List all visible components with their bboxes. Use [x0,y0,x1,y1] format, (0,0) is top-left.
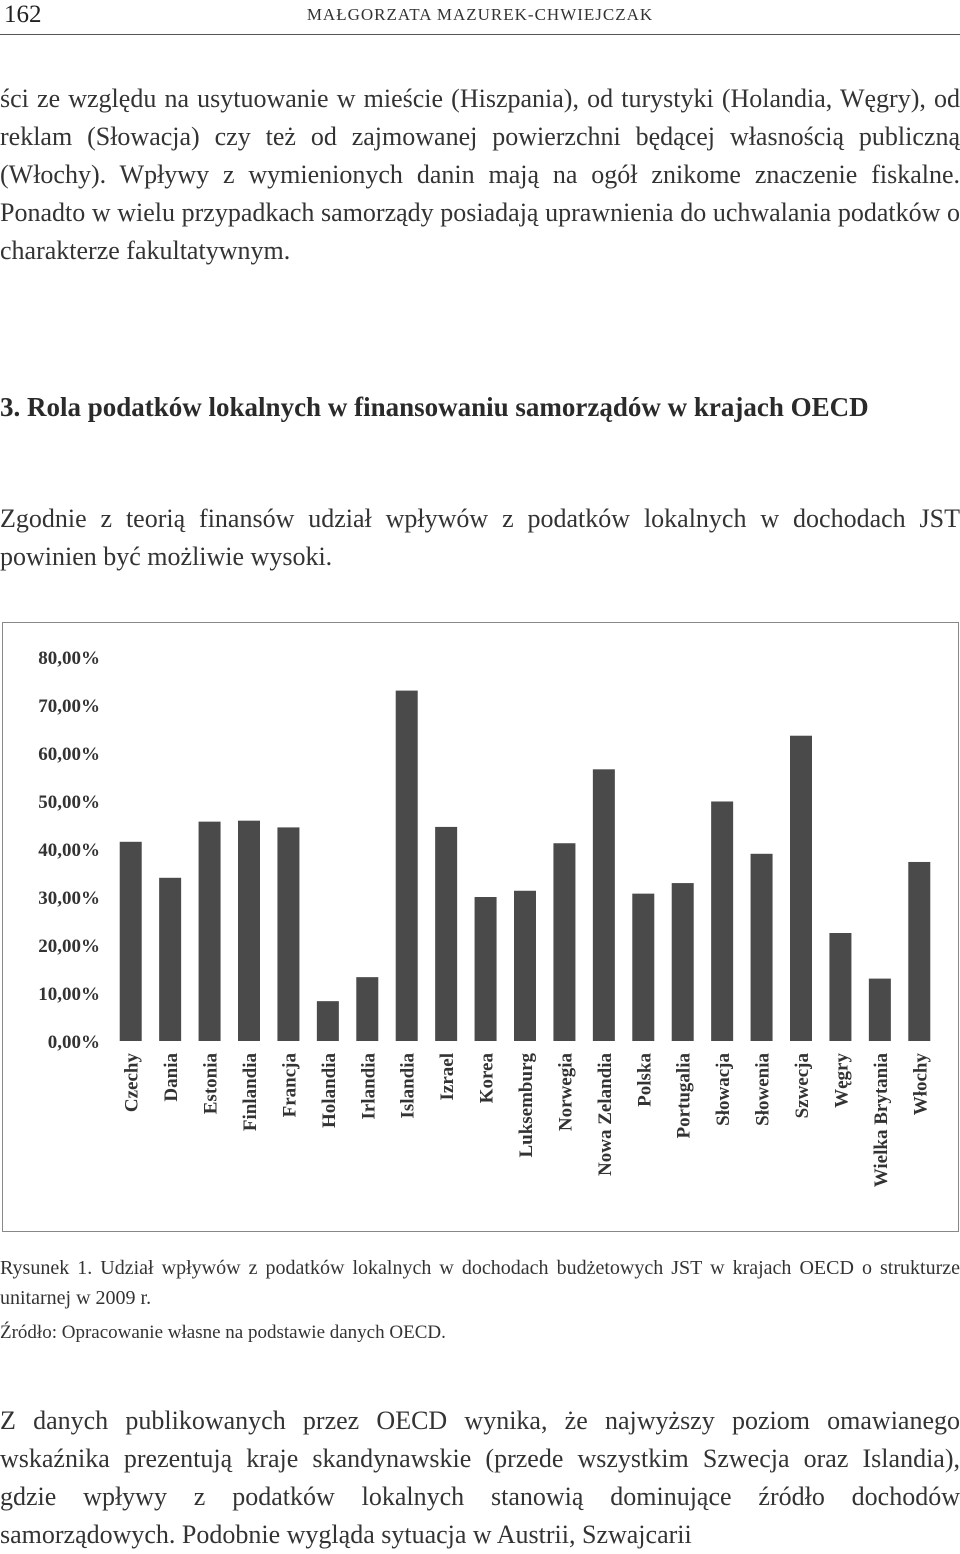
bar-izrael [435,827,457,1041]
bar-irlandia [356,977,378,1041]
x-category-label: Słowacja [713,1053,735,1126]
x-category-label: Wielka Brytania [870,1053,892,1188]
x-category-label: Dania [161,1053,183,1102]
bar-norwegia [553,843,575,1041]
x-category-label: Islandia [397,1053,419,1119]
y-tick-label: 0,00% [47,1032,100,1053]
y-tick-label: 50,00% [38,792,100,813]
y-tick-label: 10,00% [38,984,100,1005]
bar-szwecja [790,736,812,1041]
chart-svg [3,623,958,1231]
bar-czechy [120,842,142,1041]
closing-paragraph: Z danych publikowanych przez OECD wynika, że najwyższy poziom omawianego wskaźnika prezentują kraje skandynawskie (przede wszystkim Szwecja oraz Islandia), gdzie wpływy z podatków lokalnych stanowią dominujące źródło dochodów samorządowych. Podobnie wygląda sytuacja w Austrii, Szwajcarii [0,1406,960,1549]
page-header [0,0,960,35]
x-category-label: Słowenia [752,1053,774,1126]
x-category-label: Węgry [831,1053,853,1108]
bar-dania [159,878,181,1041]
x-category-label: Nowa Zelandia [594,1053,616,1176]
x-category-label: Polska [634,1053,656,1107]
x-category-label: Portugalia [673,1053,695,1139]
x-category-label: Irlandia [358,1053,380,1120]
bar-islandia [396,691,418,1041]
intro-paragraph: ści ze względu na usytuowanie w mieście (Hiszpania), od turystyki (Holandia, Węgry), od reklam (Słowacja) czy też od zajmowanej powierzchni będącej własnością publiczną (Włochy). Wpływy z wymienionych danin mają na ogół znikome znaczenie fiskalne. Ponadto w wielu przypadkach samorządy posiadają uprawnienia do uchwalania podatków o charakterze fakultatywnym. [0,84,960,265]
x-category-label: Francja [279,1053,301,1118]
x-category-label: Izrael [437,1053,459,1101]
x-category-label: Luksemburg [516,1053,537,1158]
bar-włochy [908,862,930,1041]
x-category-label: Czechy [121,1053,143,1113]
bar-luksemburg [514,891,536,1041]
bar-słowenia [751,854,773,1041]
figure-caption: Rysunek 1. Udział wpływów z podatków lokalnych w dochodach budżetowych JST w krajach OECD o strukturze unitarnej w 2009 r. [0,1257,960,1309]
x-category-label: Szwecja [792,1053,813,1119]
bar-finlandia [238,821,260,1041]
y-tick-label: 40,00% [38,840,100,861]
x-category-label: Włochy [910,1053,932,1116]
y-tick-label: 20,00% [38,936,100,957]
y-tick-label: 80,00% [38,648,100,669]
y-tick-label: 70,00% [38,696,100,717]
bar-holandia [317,1001,339,1041]
page-number: 162 [4,1,42,28]
running-title: MAŁGORZATA MAZUREK-CHWIEJCZAK [306,5,654,24]
section-heading: 3. Rola podatków lokalnych w finansowaniu samorządów w krajach OECD [0,392,869,422]
x-category-label: Finlandia [240,1053,261,1132]
y-tick-label: 30,00% [38,888,100,909]
figure-source: Źródło: Opracowanie własne na podstawie danych OECD. [0,1322,446,1343]
bar-wielka-brytania [869,979,891,1041]
y-tick-label: 60,00% [38,744,100,765]
bar-portugalia [672,883,694,1041]
x-category-label: Estonia [200,1053,222,1115]
bar-francja [277,827,299,1041]
bar-nowa-zelandia [593,769,615,1041]
bar-słowacja [711,801,733,1041]
x-category-label: Korea [476,1053,498,1104]
bar-chart [2,622,959,1232]
x-category-label: Norwegia [555,1053,577,1132]
bar-estonia [199,822,221,1041]
x-category-label: Holandia [318,1053,340,1128]
section-paragraph: Zgodnie z teorią finansów udział wpływów z podatków lokalnych w dochodach JST powinien być możliwie wysoki. [0,504,960,571]
bar-polska [632,894,654,1041]
bar-korea [475,897,497,1041]
bar-węgry [829,933,851,1041]
